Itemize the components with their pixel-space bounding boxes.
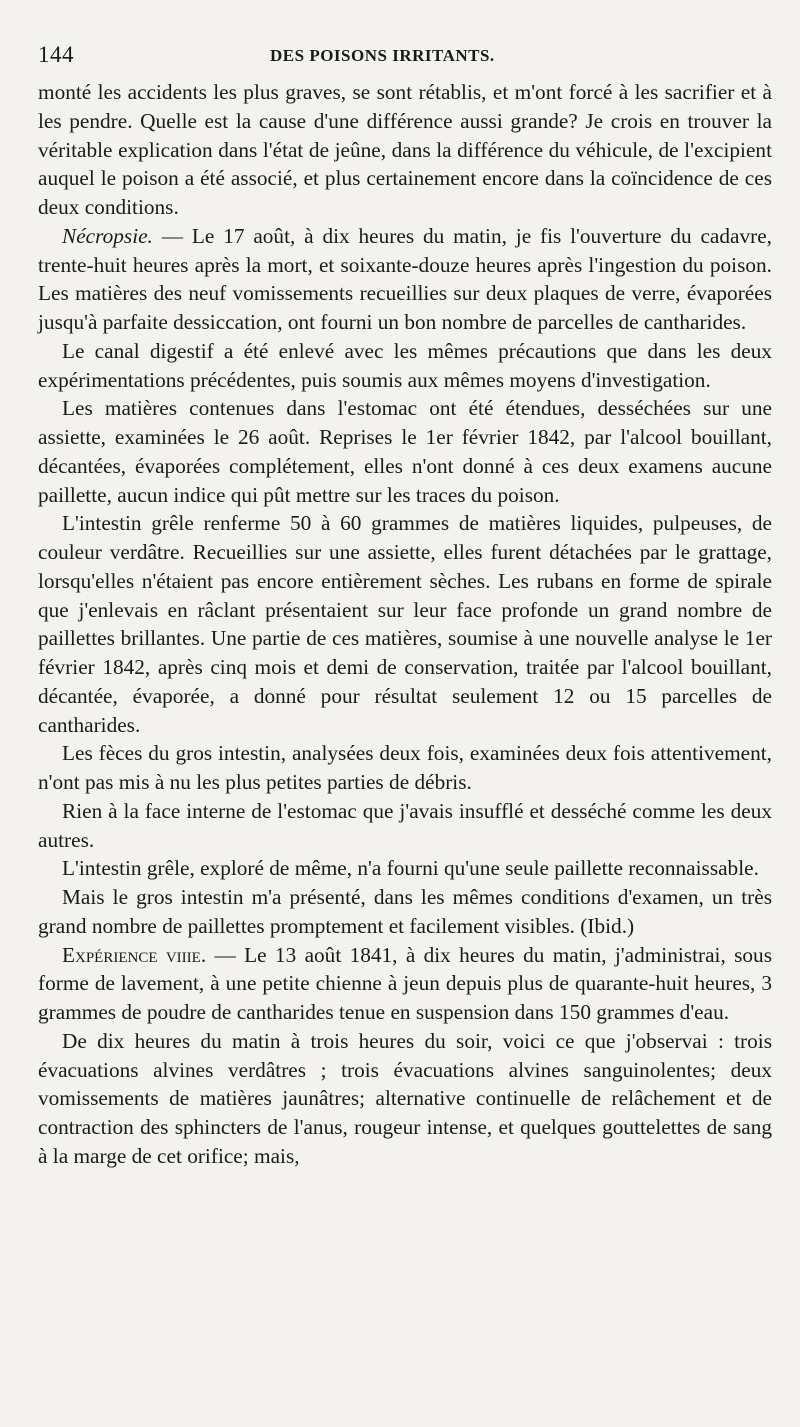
paragraph: L'intestin grêle, exploré de même, n'a fourni qu'une seule paillette reconnaissable. [62,856,759,881]
paragraph: De dix heures du matin à trois heures du soir, voici ce que j'observai : trois évacuations alvines verdâtres ; trois évacuations alvines sanguinolentes; deux vomissements de matières jaunâtres; alternative continuelle de relâchement et de contraction des sphincters de l'anus, rougeur intense, et quelques gouttelettes de sang à la marge de cet orifice; mais, [38,1028,772,1168]
section-label: Nécropsie. [62,223,153,248]
paragraph: Nécropsie. — Le 17 août, à dix heures du matin, je fis l'ouverture du cadavre, trente-huit heures après la mort, et soixante-douze heures après l'ingestion du poison. Les matières des neuf vomissements recueillies sur deux plaques de verre, évaporées jusqu'à parfaite dessiccation, ont fourni un bon nombre de parcelles de cantharides. [38,223,772,334]
body-text [38,78,772,1171]
paragraph: monté les accidents les plus graves, se sont rétablis, et m'ont forcé à les sacrifier et à les pendre. Quelle est la cause d'une différence aussi grande? Je crois en trouver la véritable explication dans l'état de jeûne, dans la différence du véhicule, de l'excipient auquel le poison a été associé, et plus certainement encore dans la coïncidence de ces deux conditions. [38,80,772,219]
paragraph: Le canal digestif a été enlevé avec les mêmes précautions que dans les deux expérimentations précédentes, puis soumis aux mêmes moyens d'investigation. [38,338,772,392]
paragraph: Rien à la face interne de l'estomac que j'avais insufflé et desséché comme les deux autres. [38,798,772,852]
page-header [38,38,772,78]
paragraph: Mais le gros intestin m'a présenté, dans les mêmes conditions d'examen, un très grand nombre de paillettes promptement et facilement visibles. (Ibid.) [38,885,772,938]
paragraph: Les matières contenues dans l'estomac ont été étendues, desséchées sur une assiette, examinées le 26 août. Reprises le 1er février 1842, par l'alcool bouillant, décantées, évaporées complétement, elles n'ont donné à ces deux examens aucune paillette, aucun indice qui pût mettre sur les traces du poison. [38,396,772,507]
paragraph: L'intestin grêle renferme 50 à 60 grammes de matières liquides, pulpeuses, de couleur verdâtre. Recueillies sur une assiette, elles furent détachées par le grattage, lorsqu'elles n'étaient pas encore entièrement sèches. Les rubans en forme de spirale que j'enlevais en râclant présentaient sur leur face profonde un grand nombre de paillettes brillantes. Une partie de ces matières, soumise à une nouvelle analyse le 1er février 1842, après cinq mois et demi de conservation, traitée par l'alcool bouillant, décantée, évaporée, a donné pour résultat seulement 12 ou 15 parcelles de cantharides. [38,511,772,737]
paragraph: Les fèces du gros intestin, analysées deux fois, examinées deux fois attentivement, n'ont pas mis à nu les plus petites parties de débris. [38,741,772,794]
running-head: DES POISONS IRRITANTS. [270,46,495,65]
page-number: 144 [38,42,74,67]
paragraph: Expérience viiie. — Le 13 août 1841, à dix heures du matin, j'administrai, sous forme de lavement, à une petite chienne à jeun depuis plus de quarante-huit heures, 3 grammes de poudre de cantharides tenue en suspension dans 150 grammes d'eau. [38,942,772,1024]
experiment-label: Expérience viiie. [62,942,207,967]
